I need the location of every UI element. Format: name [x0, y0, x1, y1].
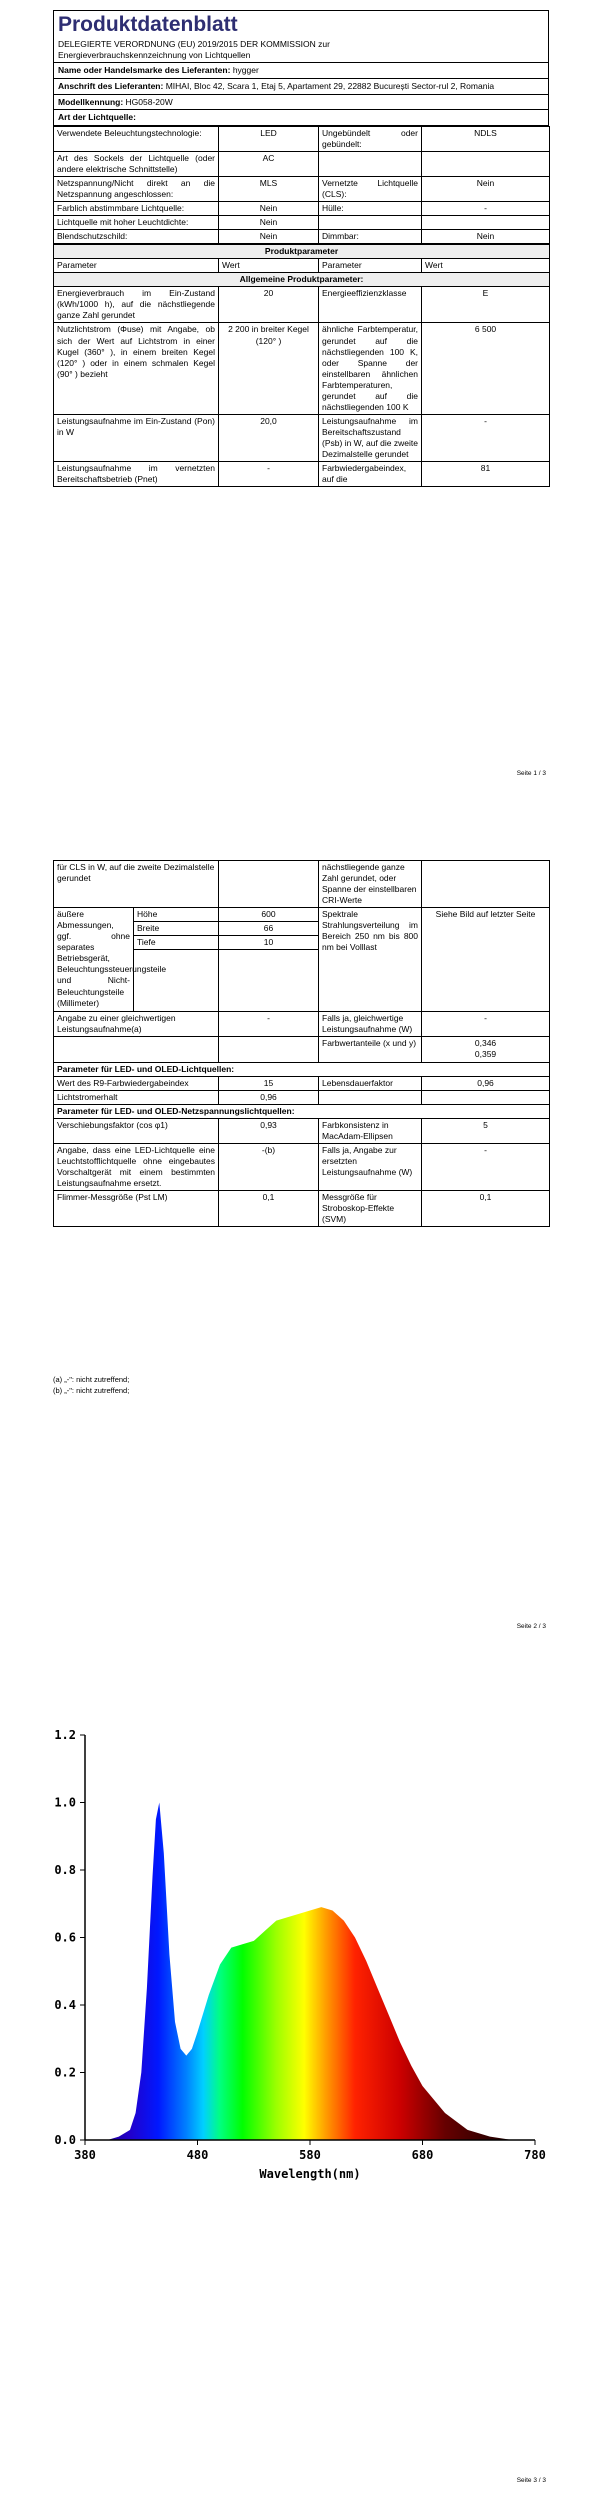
footnote-a: (a) „-": nicht zutreffend; [53, 1375, 130, 1384]
column-header-row [54, 259, 550, 273]
x-tick-label: 480 [186, 2148, 209, 2162]
page-2 [0, 840, 591, 1660]
dim-spacer [134, 950, 219, 1012]
dimensions-label: äußere Abmessungen, ggf. ohne separates Betriebsgerät, Beleuchtungssteuerungsteile und Nicht-Beleuchtungsteile (Millimeter) [54, 908, 134, 1012]
x-tick-label: 380 [74, 2148, 96, 2162]
continued-table [53, 860, 550, 1227]
param-row [54, 462, 550, 487]
cell: Leistungsaufnahme im Ein-Zustand (Pon) in W [54, 414, 219, 461]
footnotes [53, 1375, 129, 1396]
cell: MLS [219, 176, 319, 201]
light-source-rows [54, 126, 550, 243]
cell: ähnliche Farbtemperatur, gerundet auf die nächstliegenden 100 K, oder Spanne der einstellbaren ähnlichen Farbtemperaturen, gerundet auf die nächstliegenden 100 K [319, 323, 422, 414]
product-params-header: Produktparameter [54, 245, 550, 259]
cell [319, 216, 422, 230]
address-row [53, 79, 549, 95]
mains-row [54, 1143, 550, 1190]
page-1 [0, 0, 591, 800]
equiv-power-value: - [422, 1012, 550, 1037]
dim-label: Höhe [134, 908, 219, 922]
supplier-name-label: Name oder Handelsmarke des Lieferanten: [58, 65, 231, 76]
cell: Energieverbrauch im Ein-Zustand (kWh/1000 h), auf die nächstliegende ganze Zahl gerundet [54, 287, 219, 323]
light-source-row [54, 216, 550, 230]
model-label: Modellkennung: [58, 96, 124, 107]
cell: 0,1 [422, 1190, 550, 1226]
cell: Nein [422, 176, 550, 201]
param-row [54, 287, 550, 323]
y-tick-label: 1.0 [54, 1795, 76, 1810]
mains-row [54, 1190, 550, 1226]
datasheet-page-1 [53, 10, 549, 487]
col-header: Wert [422, 259, 550, 273]
cell: 5 [422, 1118, 550, 1143]
cell: Ungebündelt oder gebündelt: [319, 126, 422, 151]
cell: Nein [219, 202, 319, 216]
cell: für CLS in W, auf die zweite Dezimalstelle gerundet [54, 861, 219, 908]
cell [422, 1090, 550, 1104]
mains-row [54, 1118, 550, 1143]
cell: Nein [219, 230, 319, 244]
cell: Dimmbar: [319, 230, 422, 244]
chroma-y: 0,359 [474, 1049, 497, 1060]
cell: - [422, 1143, 550, 1190]
cell: Lichtstromerhalt [54, 1090, 219, 1104]
dim-value: 10 [219, 936, 319, 950]
dim-spacer [219, 950, 319, 1012]
cell: LED [219, 126, 319, 151]
cell: Falls ja, Angabe zur ersetzten Leistungsaufnahme (W) [319, 1143, 422, 1190]
y-tick-label: 0.8 [54, 1863, 76, 1877]
cell: 0,96 [422, 1076, 550, 1090]
cell: Energieeffizienzklasse [319, 287, 422, 323]
cell: Nutzlichtstrom (Φuse) mit Angabe, ob sich der Wert auf Lichtstrom in einer Kugel (360° ), in einem breiten Kegel (120° ) oder in einem schmalen Kegel (90° ) bezieht [54, 323, 219, 414]
col-header: Parameter [319, 259, 422, 273]
cell [319, 1090, 422, 1104]
led-row [54, 1076, 550, 1090]
page-title: Produktdatenblatt [58, 13, 238, 36]
cell [219, 861, 319, 908]
footnote-b: (b) „-": nicht zutreffend; [53, 1385, 130, 1395]
cell: Art des Sockels der Lichtquelle (oder andere elektrische Schnittstelle) [54, 151, 219, 176]
led-params-header: Parameter für LED- und OLED-Lichtquellen: [54, 1062, 550, 1076]
dim-value: 66 [219, 922, 319, 936]
regulation-text: DELEGIERTE VERORDNUNG (EU) 2019/2015 DER KOMMISSION zur Energieverbrauchskennzeichnung von Lichtquellen [58, 39, 330, 60]
cell [319, 151, 422, 176]
x-axis-label: Wavelength(nm) [259, 2167, 361, 2181]
cell: - [219, 462, 319, 487]
equiv-row [54, 1012, 550, 1037]
cell: Nein [219, 216, 319, 230]
spectrum-area [85, 1803, 535, 2141]
page-number: Seite 2 / 3 [516, 1623, 546, 1630]
cell: 6 500 [422, 323, 550, 414]
spectral-label: Spektrale Strahlungsverteilung im Bereich 250 nm bis 800 nm bei Volllast [319, 908, 422, 1012]
blank-cell [54, 1037, 219, 1062]
cell: - [422, 414, 550, 461]
title-box [53, 10, 549, 62]
dim-value: 600 [219, 908, 319, 922]
chroma-values [422, 1037, 550, 1062]
cell: 0,93 [219, 1118, 319, 1143]
cell: 2 200 in breiter Kegel (120° ) [219, 323, 319, 414]
cell: Netzspannung/Nicht direkt an die Netzspannung angeschlossen: [54, 176, 219, 201]
y-tick-label: 0.4 [54, 1998, 76, 2012]
cell: Farbkonsistenz in MacAdam-Ellipsen [319, 1118, 422, 1143]
mains-params-header: Parameter für LED- und OLED-Netzspannungslichtquellen: [54, 1104, 550, 1118]
cell: Wert des R9-Farbwiedergabeindex [54, 1076, 219, 1090]
col-header: Wert [219, 259, 319, 273]
light-source-table [53, 126, 550, 244]
general-params-rows [54, 287, 550, 487]
cri-cont-row [54, 861, 550, 908]
equiv-value: - [219, 1012, 319, 1037]
cell: 15 [219, 1076, 319, 1090]
general-params-header: Allgemeine Produktparameter: [54, 273, 550, 287]
spectrum-chart [30, 1720, 560, 2190]
cell: Farbwiedergabeindex, auf die [319, 462, 422, 487]
cell: AC [219, 151, 319, 176]
y-tick-label: 0.6 [54, 1930, 76, 1945]
cell: Angabe, dass eine LED-Lichtquelle eine Leuchtstofflichtquelle ohne eingebautes Vorschaltgerät mit einem bestimmten Leistungsaufnahme ersetzt. [54, 1143, 219, 1190]
cell: 81 [422, 462, 550, 487]
param-row [54, 323, 550, 414]
light-source-row [54, 126, 550, 151]
blank-cell [219, 1037, 319, 1062]
address-label: Anschrift des Lieferanten: [58, 80, 164, 91]
cell: nächstliegende ganze Zahl gerundet, oder Spanne der einstellbaren CRI-Werte [319, 861, 422, 908]
chroma-row [54, 1037, 550, 1062]
cell: 0,1 [219, 1190, 319, 1226]
equiv-power-label: Falls ja, gleichwertige Leistungsaufnahme (W) [319, 1012, 422, 1037]
supplier-name-row [53, 62, 549, 79]
cell: Lebensdauerfaktor [319, 1076, 422, 1090]
cell: Leistungsaufnahme im vernetzten Bereitschaftsbetrieb (Pnet) [54, 462, 219, 487]
led-row [54, 1090, 550, 1104]
cell: Leistungsaufnahme im Bereitschaftszustand (Psb) in W, auf die zweite Dezimalstelle gerundet [319, 414, 422, 461]
dim-label: Tiefe [134, 936, 219, 950]
product-params-table [53, 244, 550, 487]
x-tick-label: 580 [299, 2148, 321, 2162]
cell: Blendschutzschild: [54, 230, 219, 244]
cell: -(b) [219, 1143, 319, 1190]
light-source-row [54, 151, 550, 176]
cell: Farblich abstimmbare Lichtquelle: [54, 202, 219, 216]
light-source-type-header: Art der Lichtquelle: [53, 110, 549, 126]
supplier-name: hygger [232, 65, 259, 76]
light-source-row [54, 176, 550, 201]
y-tick-label: 0.0 [54, 2133, 76, 2147]
chroma-label: Farbwertanteile (x und y) [319, 1037, 422, 1062]
light-source-row [54, 202, 550, 216]
y-tick-label: 1.2 [54, 1728, 76, 1742]
dimensions-row [54, 908, 550, 922]
param-row [54, 414, 550, 461]
equiv-label: Angabe zu einer gleichwertigen Leistungsaufnahme(a) [54, 1012, 219, 1037]
cell: E [422, 287, 550, 323]
cell: Hülle: [319, 202, 422, 216]
datasheet-page-2 [53, 860, 549, 1227]
cell [422, 216, 550, 230]
cell [422, 151, 550, 176]
cell: Verschiebungsfaktor (cos φ1) [54, 1118, 219, 1143]
col-header: Parameter [54, 259, 219, 273]
spectrum-chart-svg [30, 1720, 560, 2190]
model: HG058-20W [125, 96, 173, 107]
page-number: Seite 1 / 3 [516, 770, 546, 777]
cell: Messgröße für Stroboskop-Effekte (SVM) [319, 1190, 422, 1226]
cell: 20 [219, 287, 319, 323]
cell [422, 861, 550, 908]
model-row [53, 95, 549, 111]
x-tick-label: 780 [524, 2148, 546, 2162]
y-tick-label: 0.2 [54, 2065, 76, 2080]
address: MIHAI, Bloc 42, Scara 1, Etaj 5, Apartament 29, 22882 București Sector-rul 2, Romania [165, 80, 495, 91]
cell: - [422, 202, 550, 216]
cell: 20,0 [219, 414, 319, 461]
cell: Verwendete Beleuchtungstechnologie: [54, 126, 219, 151]
cell: 0,96 [219, 1090, 319, 1104]
x-tick-label: 680 [411, 2148, 434, 2162]
light-source-row [54, 230, 550, 244]
spectral-value: Siehe Bild auf letzter Seite [422, 908, 550, 1012]
cell: Flimmer-Messgröße (Pst LM) [54, 1190, 219, 1226]
chroma-x: 0,346 [474, 1038, 497, 1049]
cell: Nein [422, 230, 550, 244]
cell: Lichtquelle mit hoher Leuchtdichte: [54, 216, 219, 230]
dim-label: Breite [134, 922, 219, 936]
cell: NDLS [422, 126, 550, 151]
page-number: Seite 3 / 3 [516, 2477, 546, 2484]
cell: Vernetzte Lichtquelle (CLS): [319, 176, 422, 201]
